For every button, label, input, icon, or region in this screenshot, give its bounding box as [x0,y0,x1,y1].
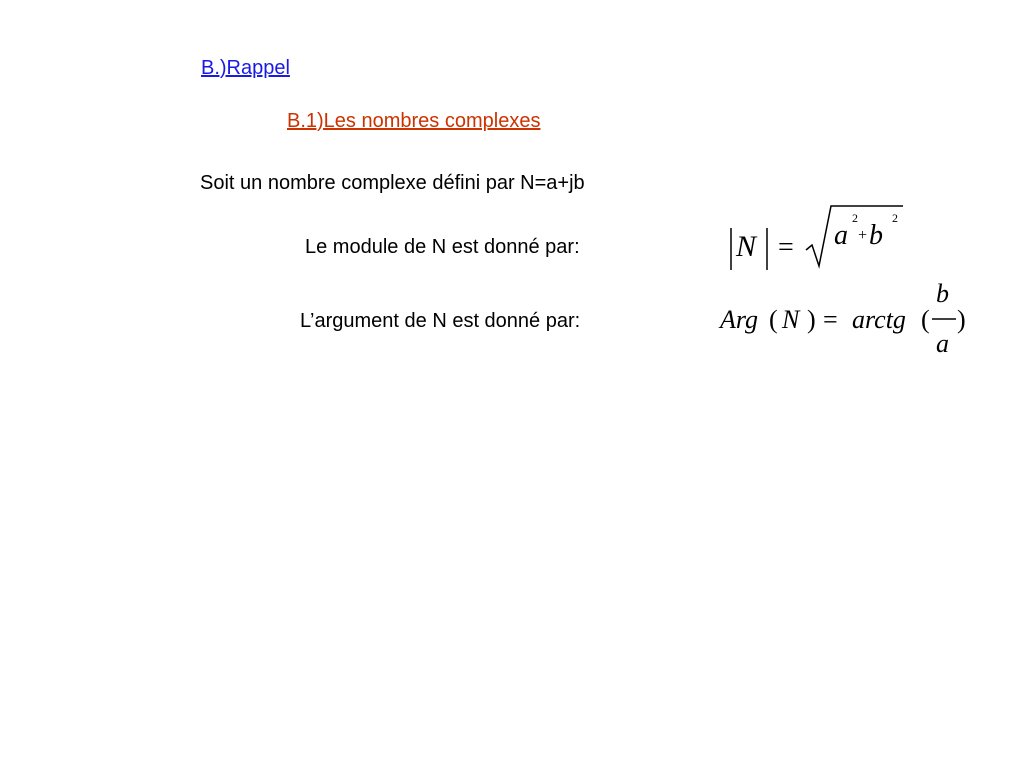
argument-label: L’argument de N est donné par: [300,310,581,332]
argument-formula [716,276,986,360]
module-label: Le module de N est donné par: [305,236,580,258]
fraction-denominator: a [936,329,949,358]
module-a-exp: 2 [852,211,858,225]
section-heading: B.)Rappel [201,57,290,79]
arctg-close-paren: ) [957,305,966,334]
module-b: b [869,220,883,251]
module-a: a [834,220,848,251]
arg-func: Arg [720,305,759,334]
module-equals: = [778,232,794,263]
module-plus: + [858,227,868,244]
subsection-heading: B.1)Les nombres complexes [287,110,541,132]
arg-close-paren: ) [807,305,816,334]
arg-open-paren: ( [769,305,778,334]
arg-equals: = [823,305,838,334]
module-b-exp: 2 [892,211,898,225]
module-var: N [736,230,757,263]
definition-text: Soit un nombre complexe défini par N=a+jb [200,172,585,194]
arg-var: N [782,305,800,334]
module-formula [720,198,920,278]
arctg-open-paren: ( [921,305,930,334]
arctg-func: arctg [852,305,906,334]
fraction-numerator: b [936,279,949,308]
